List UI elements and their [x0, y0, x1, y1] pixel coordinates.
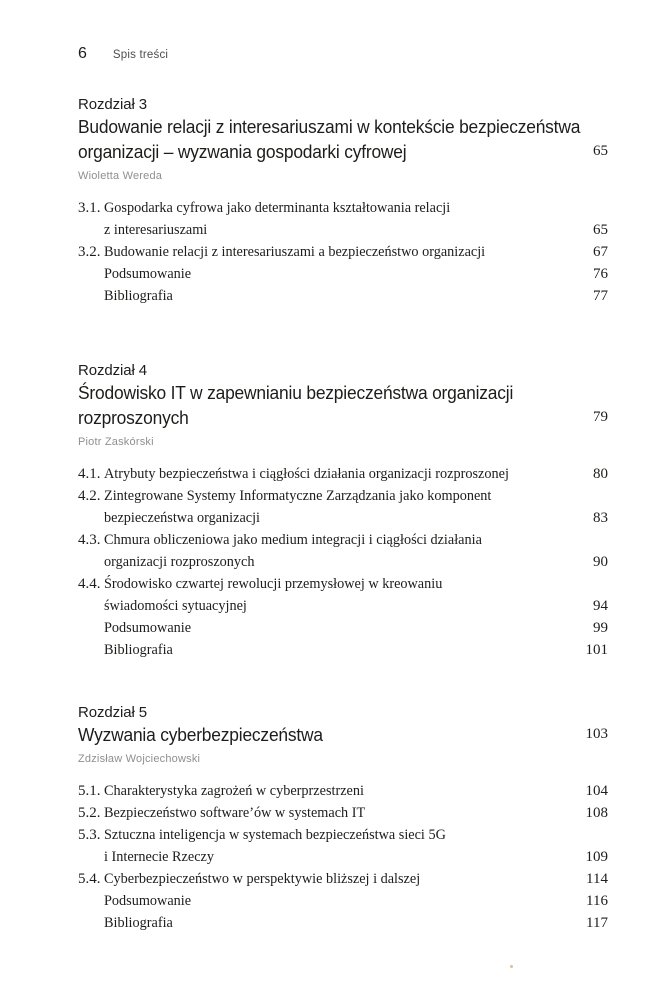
toc-entry — [78, 868, 608, 890]
entry-text-line: Gospodarka cyfrowa jako determinanta kształtowania relacji — [104, 200, 451, 216]
chapter-title — [78, 114, 608, 164]
chapter-title — [78, 380, 608, 430]
entry-text-line: Podsumowanie — [104, 266, 192, 282]
entry-page-number: 101 — [585, 642, 608, 658]
scan-speck-artifact — [510, 965, 513, 968]
toc-entry — [78, 912, 608, 934]
chapter-title-line: Środowisko IT w zapewnianiu bezpieczeństwa organizacji — [78, 382, 514, 403]
entry-text — [104, 463, 608, 485]
entry-page-number: 67 — [593, 244, 608, 260]
entry-text-line: Bezpieczeństwo software’ów w systemach IT — [104, 805, 366, 821]
entry-text — [104, 485, 608, 529]
entry-text — [104, 912, 608, 934]
entry-number-label — [78, 617, 104, 639]
entry-text-line: bezpieczeństwa organizacji — [104, 510, 261, 526]
toc-entries — [78, 197, 608, 307]
entry-text-line: Podsumowanie — [104, 620, 192, 636]
toc-entries — [78, 463, 608, 661]
toc-entry — [78, 639, 608, 661]
entry-text-line: Bibliografia — [104, 915, 173, 931]
entry-number-label — [78, 912, 104, 934]
chapter-title-line: organizacji – wyzwania gospodarki cyfrowej — [78, 141, 407, 162]
entry-text-line: Zintegrowane Systemy Informatyczne Zarządzania jako komponent — [104, 488, 492, 504]
entry-page-number: 90 — [593, 554, 608, 570]
chapter-page-number: 79 — [593, 409, 608, 425]
toc-entry — [78, 890, 608, 912]
toc-entry — [78, 529, 608, 573]
entry-text-line: Budowanie relacji z interesariuszami a bezpieczeństwo organizacji — [104, 244, 486, 260]
chapter-section-3 — [78, 95, 608, 307]
chapter-label: Rozdział 5 — [78, 704, 148, 721]
entry-text — [104, 617, 608, 639]
entry-text — [104, 263, 608, 285]
entry-text-line: Bibliografia — [104, 288, 173, 304]
entry-page-number: 83 — [593, 510, 608, 526]
toc-entry — [78, 241, 608, 263]
chapter-author: Zdzisław Wojciechowski — [78, 753, 201, 765]
entry-page-number: 77 — [593, 288, 608, 304]
entry-text — [104, 573, 608, 617]
entry-number-label — [78, 285, 104, 307]
chapter-heading — [78, 722, 608, 747]
entry-text-line: Bibliografia — [104, 642, 173, 658]
entry-text-line: Środowisko czwartej rewolucji przemysłowej w kreowaniu — [104, 576, 443, 592]
entry-text-line: Atrybuty bezpieczeństwa i ciągłości działania organizacji rozproszonej — [104, 466, 509, 482]
running-header-title: Spis treści — [112, 49, 169, 61]
entry-text — [104, 802, 608, 824]
entry-text — [104, 780, 608, 802]
toc-entry — [78, 780, 608, 802]
chapter-page-number: 103 — [585, 726, 608, 742]
entry-text — [104, 241, 608, 263]
entry-page-number: 109 — [585, 849, 608, 865]
entry-page-number: 108 — [585, 805, 608, 821]
entry-text-line: Chmura obliczeniowa jako medium integracji i ciągłości działania — [104, 532, 482, 548]
chapter-heading — [78, 380, 608, 430]
toc-entry — [78, 285, 608, 307]
entry-page-number: 94 — [593, 598, 608, 614]
entry-number-label: 4.3. — [78, 532, 101, 548]
entry-number-label: 3.2. — [78, 244, 101, 260]
entry-text-line: świadomości sytuacyjnej — [104, 598, 247, 614]
chapter-label: Rozdział 3 — [78, 96, 148, 113]
chapter-section-4 — [78, 361, 608, 661]
entry-text-line: z interesariuszami — [104, 222, 208, 238]
toc-entry — [78, 263, 608, 285]
running-header — [78, 0, 608, 62]
toc-entry — [78, 463, 608, 485]
entry-number-label: 3.1. — [78, 200, 101, 216]
entry-number-label — [78, 263, 104, 285]
entry-page-number: 116 — [586, 893, 608, 909]
entry-text — [104, 824, 608, 868]
folio-page-number: 6 — [78, 45, 87, 62]
chapter-title-line: Budowanie relacji z interesariuszami w kontekście bezpieczeństwa — [78, 116, 581, 137]
page-content — [78, 0, 608, 934]
entry-number-label: 5.1. — [78, 783, 101, 799]
entry-text — [104, 197, 608, 241]
entry-text — [104, 868, 608, 890]
chapter-author: Wioletta Wereda — [78, 170, 163, 182]
entry-number-label: 5.3. — [78, 827, 101, 843]
toc-entries — [78, 780, 608, 934]
entry-number-label — [78, 639, 104, 661]
chapter-title — [78, 722, 608, 747]
entry-page-number: 104 — [585, 783, 608, 799]
toc-entry — [78, 485, 608, 529]
chapter-author: Piotr Zaskórski — [78, 436, 154, 448]
toc-entry — [78, 802, 608, 824]
chapter-page-number: 65 — [593, 143, 608, 159]
chapter-heading — [78, 114, 608, 164]
entry-text — [104, 890, 608, 912]
toc-entry — [78, 824, 608, 868]
chapter-section-5 — [78, 703, 608, 934]
entry-text-line: Podsumowanie — [104, 893, 192, 909]
entry-text — [104, 529, 608, 573]
toc-entry — [78, 573, 608, 617]
entry-page-number: 117 — [586, 915, 608, 931]
entry-text-line: organizacji rozproszonych — [104, 554, 255, 570]
entry-text-line: Charakterystyka zagrożeń w cyberprzestrzeni — [104, 783, 364, 799]
entry-page-number: 80 — [593, 466, 608, 482]
entry-text-line: i Internecie Rzeczy — [104, 849, 214, 865]
entry-page-number: 65 — [593, 222, 608, 238]
toc-entry — [78, 197, 608, 241]
chapter-label: Rozdział 4 — [78, 362, 148, 379]
entry-number-label: 4.4. — [78, 576, 101, 592]
chapter-title-line: rozproszonych — [78, 407, 189, 428]
entry-page-number: 76 — [593, 266, 608, 282]
entry-text-line: Cyberbezpieczeństwo w perspektywie bliższej i dalszej — [104, 871, 421, 887]
entry-number-label: 5.2. — [78, 805, 101, 821]
entry-number-label — [78, 890, 104, 912]
entry-text-line: Sztuczna inteligencja w systemach bezpieczeństwa sieci 5G — [104, 827, 446, 843]
entry-number-label: 5.4. — [78, 871, 101, 887]
toc-entry — [78, 617, 608, 639]
entry-text — [104, 639, 608, 661]
entry-page-number: 114 — [586, 871, 608, 887]
entry-number-label: 4.2. — [78, 488, 101, 504]
chapter-title-line: Wyzwania cyberbezpieczeństwa — [78, 724, 323, 745]
entry-text — [104, 285, 608, 307]
entry-page-number: 99 — [593, 620, 608, 636]
entry-number-label: 4.1. — [78, 466, 101, 482]
